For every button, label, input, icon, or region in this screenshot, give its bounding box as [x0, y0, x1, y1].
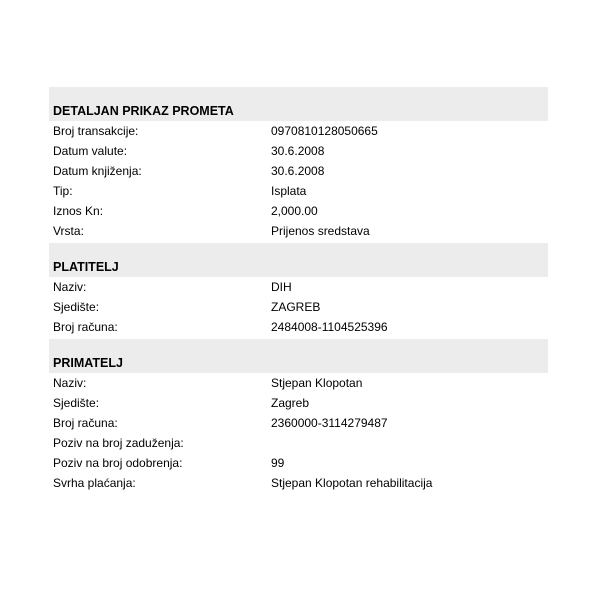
transaction-detail-panel — [49, 87, 548, 493]
field-value: Stjepan Klopotan — [271, 376, 363, 390]
field-label: Broj transakcije: — [53, 124, 139, 138]
section-title-recipient: PRIMATELJ — [49, 339, 548, 373]
field-label: Datum knjiženja: — [53, 164, 142, 178]
field-value: 2,000.00 — [271, 204, 318, 218]
field-label: Iznos Kn: — [53, 204, 104, 218]
field-value: 30.6.2008 — [271, 164, 325, 178]
field-label: Sjedište: — [53, 396, 100, 410]
field-value: Isplata — [271, 184, 307, 198]
field-value: 99 — [271, 456, 285, 470]
detail-row — [49, 141, 548, 161]
field-label: Broj računa: — [53, 320, 118, 334]
detail-row — [49, 473, 548, 493]
detail-row — [49, 277, 548, 297]
detail-row — [49, 161, 548, 181]
detail-row — [49, 317, 548, 337]
detail-row — [49, 433, 548, 453]
detail-row — [49, 453, 548, 473]
field-value: DIH — [271, 280, 292, 294]
field-label: Tip: — [53, 184, 73, 198]
field-value: Zagreb — [271, 396, 310, 410]
detail-row — [49, 221, 548, 241]
detail-row — [49, 297, 548, 317]
field-value — [271, 433, 548, 453]
field-value: 30.6.2008 — [271, 144, 325, 158]
field-value: Stjepan Klopotan rehabilitacija — [271, 476, 433, 490]
detail-row — [49, 201, 548, 221]
field-value: ZAGREB — [271, 300, 321, 314]
detail-row — [49, 413, 548, 433]
field-label: Poziv na broj zaduženja: — [53, 436, 184, 450]
field-label: Datum valute: — [53, 144, 128, 158]
field-label: Naziv: — [53, 376, 87, 390]
field-value: 2484008-1104525396 — [271, 320, 388, 334]
field-label: Poziv na broj odobrenja: — [53, 456, 183, 470]
field-label: Naziv: — [53, 280, 87, 294]
section-title-transaction-detail: DETALJAN PRIKAZ PROMETA — [49, 87, 548, 121]
detail-row — [49, 393, 548, 413]
detail-row — [49, 373, 548, 393]
detail-row — [49, 181, 548, 201]
detail-row — [49, 121, 548, 141]
field-label: Broj računa: — [53, 416, 118, 430]
field-value: Prijenos sredstava — [271, 224, 370, 238]
field-label: Vrsta: — [53, 224, 84, 238]
field-value: 2360000-3114279487 — [271, 416, 388, 430]
field-label: Sjedište: — [53, 300, 100, 314]
section-title-payer: PLATITELJ — [49, 243, 548, 277]
field-value: 0970810128050665 — [271, 124, 378, 138]
field-label: Svrha plaćanja: — [53, 476, 136, 490]
